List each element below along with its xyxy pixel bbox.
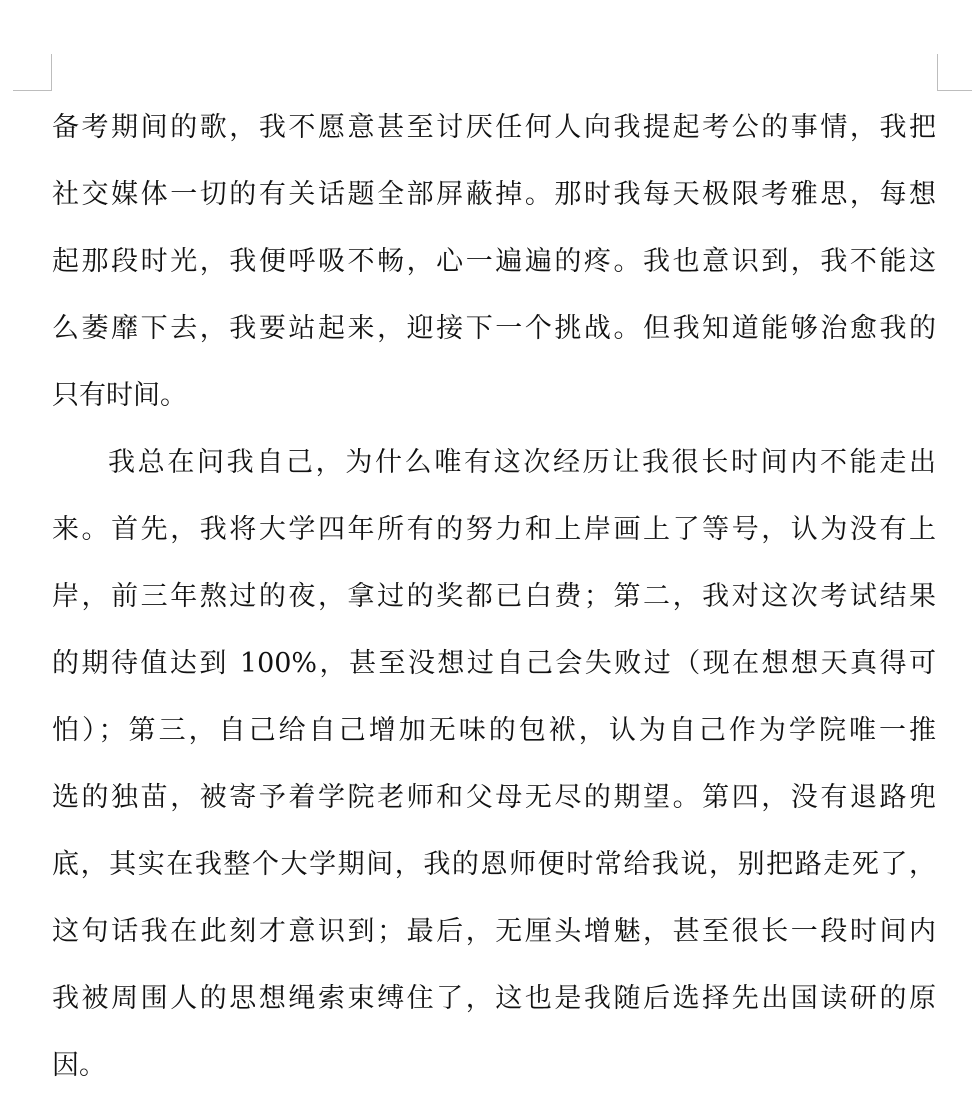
- text-line: 起那段时光，我便呼吸不畅，心一遍遍的疼。我也意识到，我不能这: [52, 246, 936, 277]
- paragraph-1: [52, 94, 936, 429]
- text-line: 社交媒体一切的有关话题全部屏蔽掉。那时我每天极限考雅思，每想: [52, 179, 936, 210]
- margin-corner-mark-left: [13, 54, 52, 91]
- text-line: 选的独苗，被寄予着学院老师和父母无尽的期望。第四，没有退路兜: [52, 782, 936, 813]
- text-line: 的期待值达到 100%，甚至没想过自己会失败过（现在想想天真得可: [52, 648, 936, 679]
- text-line: 我总在问我自己，为什么唯有这次经历让我很长时间内不能走出: [108, 447, 936, 478]
- text-line: 这句话我在此刻才意识到；最后，无厘头增魅，甚至很长一段时间内: [52, 916, 936, 947]
- text-line: 我被周围人的思想绳索束缚住了，这也是我随后选择先出国读研的原: [52, 983, 936, 1014]
- text-line: 岸，前三年熬过的夜，拿过的奖都已白费；第二，我对这次考试结果: [52, 581, 936, 612]
- text-line: 底，其实在我整个大学期间，我的恩师便时常给我说，别把路走死了，: [52, 849, 936, 880]
- text-line: 怕）；第三，自己给自己增加无味的包袱，认为自己作为学院唯一推: [52, 715, 936, 746]
- margin-corner-mark-right: [937, 54, 972, 91]
- paragraph-2: [52, 429, 936, 1099]
- text-line: 备考期间的歌，我不愿意甚至讨厌任何人向我提起考公的事情，我把: [52, 112, 936, 143]
- text-line: 只有时间。: [52, 380, 187, 411]
- text-line: 因。: [52, 1050, 106, 1081]
- text-line: 么萎靡下去，我要站起来，迎接下一个挑战。但我知道能够治愈我的: [52, 313, 936, 344]
- document-body: [52, 94, 936, 1099]
- text-line: 来。首先，我将大学四年所有的努力和上岸画上了等号，认为没有上: [52, 514, 936, 545]
